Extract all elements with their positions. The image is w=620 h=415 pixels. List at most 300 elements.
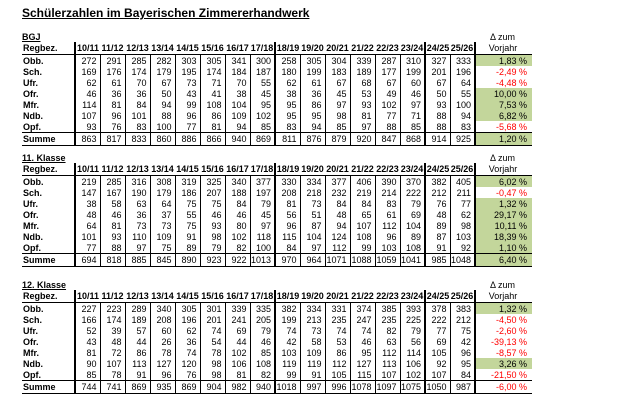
value-cell: 374 bbox=[350, 303, 375, 315]
value-cell: 169 bbox=[75, 66, 100, 77]
value-cell: 744 bbox=[75, 381, 100, 394]
column-header-cell: 12/13 bbox=[126, 164, 149, 174]
value-cell: 97 bbox=[250, 220, 275, 231]
value-cell: 95 bbox=[350, 347, 375, 358]
value-cell: 115 bbox=[275, 231, 300, 242]
value-cell: 232 bbox=[325, 187, 350, 198]
value-cell: 45 bbox=[325, 88, 350, 99]
column-header-cell: 10/11 bbox=[76, 291, 100, 301]
value-cell: 107 bbox=[100, 358, 125, 369]
delta-cell: -4,48 % bbox=[495, 77, 527, 88]
value-cell: 75 bbox=[175, 198, 200, 209]
value-cell: 97 bbox=[350, 121, 375, 133]
value-cell: 208 bbox=[150, 314, 175, 325]
value-cell: 869 bbox=[175, 381, 200, 394]
value-cell: 184 bbox=[225, 66, 250, 77]
value-cell: 71 bbox=[200, 77, 225, 88]
value-cell: 339 bbox=[225, 303, 250, 315]
column-header-cell: 13/14 bbox=[151, 164, 174, 174]
value-cell: 340 bbox=[225, 176, 250, 188]
value-cell: 81 bbox=[350, 110, 375, 121]
value-cell: 914 bbox=[425, 133, 450, 146]
value-cell: 219 bbox=[350, 187, 375, 198]
table-row bbox=[22, 55, 532, 67]
value-cell: 227 bbox=[75, 303, 100, 315]
value-cell: 102 bbox=[400, 369, 425, 381]
value-cell: 1048 bbox=[450, 254, 475, 267]
value-cell: 79 bbox=[200, 242, 225, 254]
value-cell: 76 bbox=[100, 121, 125, 133]
value-cell: 282 bbox=[150, 55, 175, 67]
delta-cell: 1,83 % bbox=[475, 55, 532, 67]
table-row bbox=[22, 209, 532, 220]
value-cell: 87 bbox=[300, 220, 325, 231]
value-cell: 964 bbox=[300, 254, 325, 267]
value-cell: 46 bbox=[100, 209, 125, 220]
value-cell: 197 bbox=[250, 187, 275, 198]
value-cell: 115 bbox=[350, 369, 375, 381]
value-cell: 108 bbox=[400, 242, 425, 254]
value-cell: 102 bbox=[250, 110, 275, 121]
value-cell: 86 bbox=[125, 347, 150, 358]
value-cell: 55 bbox=[250, 77, 275, 88]
section-label: 11. Klasse bbox=[22, 153, 66, 163]
value-cell: 94 bbox=[300, 121, 325, 133]
value-cell: 188 bbox=[225, 187, 250, 198]
value-cell: 82 bbox=[375, 325, 400, 336]
value-cell: 96 bbox=[175, 110, 200, 121]
value-cell: 83 bbox=[125, 121, 150, 133]
value-cell: 81 bbox=[100, 220, 125, 231]
row-label: Summe bbox=[22, 381, 75, 394]
value-cell: 235 bbox=[325, 314, 350, 325]
column-header-cell: 24/25 bbox=[426, 43, 450, 53]
value-cell: 91 bbox=[175, 231, 200, 242]
value-cell: 208 bbox=[275, 187, 300, 198]
value-cell: 289 bbox=[125, 303, 150, 315]
value-cell: 70 bbox=[125, 77, 150, 88]
value-cell: 81 bbox=[200, 121, 225, 133]
value-cell: 1059 bbox=[375, 254, 400, 267]
value-cell: 74 bbox=[275, 325, 300, 336]
row-label: Ufr. bbox=[22, 325, 75, 336]
value-cell: 196 bbox=[175, 314, 200, 325]
value-cell: 46 bbox=[200, 209, 225, 220]
value-cell: 195 bbox=[175, 66, 200, 77]
value-cell: 186 bbox=[175, 187, 200, 198]
value-cell: 107 bbox=[425, 369, 450, 381]
column-header-cell: 19/20 bbox=[301, 164, 324, 174]
value-cell: 69 bbox=[425, 336, 450, 347]
value-cell: 176 bbox=[100, 66, 125, 77]
value-cell: 99 bbox=[350, 242, 375, 254]
value-cell: 187 bbox=[250, 66, 275, 77]
value-cell: 76 bbox=[425, 198, 450, 209]
column-header-cell: 17/18 bbox=[250, 43, 274, 53]
value-cell: 84 bbox=[450, 369, 475, 381]
value-cell: 108 bbox=[200, 99, 225, 110]
value-cell: 93 bbox=[100, 231, 125, 242]
column-header-cell: 17/18 bbox=[250, 291, 274, 301]
delta-cell: -6,00 % bbox=[475, 381, 532, 394]
row-label: Ndb. bbox=[22, 231, 75, 242]
value-cell: 84 bbox=[275, 242, 300, 254]
value-cell: 212 bbox=[450, 314, 475, 325]
value-cell: 106 bbox=[400, 358, 425, 369]
value-cell: 78 bbox=[200, 347, 225, 358]
value-cell: 119 bbox=[275, 358, 300, 369]
section-label: BGJ bbox=[22, 32, 41, 42]
value-cell: 120 bbox=[175, 358, 200, 369]
delta-cell: -39,13 % bbox=[490, 336, 527, 347]
value-cell: 57 bbox=[125, 325, 150, 336]
value-cell: 52 bbox=[75, 325, 100, 336]
value-cell: 174 bbox=[200, 66, 225, 77]
value-cell: 940 bbox=[225, 133, 250, 146]
value-cell: 79 bbox=[400, 325, 425, 336]
value-cell: 96 bbox=[275, 220, 300, 231]
table-row bbox=[22, 198, 532, 209]
value-cell: 95 bbox=[275, 99, 300, 110]
row-label: Ofr. bbox=[22, 336, 75, 347]
value-cell: 970 bbox=[275, 254, 300, 267]
value-cell: 56 bbox=[400, 336, 425, 347]
value-cell: 114 bbox=[400, 347, 425, 358]
value-cell: 1018 bbox=[275, 381, 300, 394]
value-cell: 847 bbox=[375, 133, 400, 146]
column-header-cell: 11/12 bbox=[101, 291, 124, 301]
value-cell: 75 bbox=[175, 220, 200, 231]
value-cell: 102 bbox=[225, 347, 250, 358]
value-cell: 48 bbox=[325, 209, 350, 220]
value-cell: 74 bbox=[200, 325, 225, 336]
column-header-cell: 20/21 bbox=[326, 291, 349, 301]
value-cell: 94 bbox=[150, 99, 175, 110]
value-cell: 310 bbox=[400, 55, 425, 67]
delta-header-line1: Δ zum bbox=[489, 280, 516, 290]
value-cell: 87 bbox=[425, 231, 450, 242]
delta-header-line2: Vorjahr bbox=[475, 163, 532, 176]
value-cell: 38 bbox=[275, 88, 300, 99]
value-cell: 95 bbox=[300, 110, 325, 121]
value-cell: 103 bbox=[450, 231, 475, 242]
value-cell: 98 bbox=[450, 220, 475, 231]
value-cell: 997 bbox=[300, 381, 325, 394]
value-cell: 86 bbox=[300, 99, 325, 110]
value-cell: 127 bbox=[350, 358, 375, 369]
value-cell: 1050 bbox=[425, 381, 450, 394]
value-cell: 84 bbox=[350, 198, 375, 209]
value-cell: 390 bbox=[375, 176, 400, 188]
value-cell: 987 bbox=[450, 381, 475, 394]
column-header-cell: 15/16 bbox=[201, 164, 224, 174]
value-cell: 1078 bbox=[350, 381, 375, 394]
value-cell: 67 bbox=[425, 77, 450, 88]
value-cell: 77 bbox=[75, 242, 100, 254]
column-header-cell: 13/14 bbox=[151, 43, 174, 53]
value-cell: 36 bbox=[100, 88, 125, 99]
value-cell: 46 bbox=[350, 336, 375, 347]
value-cell: 201 bbox=[425, 66, 450, 77]
column-header-cell: 10/11 bbox=[76, 164, 100, 174]
table-row bbox=[22, 347, 532, 358]
value-cell: 96 bbox=[100, 110, 125, 121]
value-cell: 102 bbox=[225, 231, 250, 242]
value-cell: 85 bbox=[325, 121, 350, 133]
value-cell: 196 bbox=[450, 66, 475, 77]
value-cell: 124 bbox=[325, 231, 350, 242]
value-cell: 199 bbox=[275, 314, 300, 325]
value-cell: 114 bbox=[75, 99, 100, 110]
value-cell: 147 bbox=[75, 187, 100, 198]
column-header-cell: 18/19 bbox=[276, 164, 300, 174]
value-cell: 247 bbox=[350, 314, 375, 325]
value-cell: 65 bbox=[350, 209, 375, 220]
value-cell: 179 bbox=[150, 66, 175, 77]
section-header-row bbox=[22, 150, 532, 163]
value-cell: 48 bbox=[75, 209, 100, 220]
value-cell: 112 bbox=[325, 358, 350, 369]
column-header-row bbox=[22, 42, 532, 55]
value-cell: 92 bbox=[450, 242, 475, 254]
value-cell: 64 bbox=[150, 198, 175, 209]
value-cell: 866 bbox=[200, 133, 225, 146]
delta-cell: 29,17 % bbox=[475, 209, 532, 220]
value-cell: 241 bbox=[225, 314, 250, 325]
value-cell: 107 bbox=[350, 220, 375, 231]
value-cell: 89 bbox=[400, 231, 425, 242]
value-cell: 92 bbox=[425, 358, 450, 369]
value-cell: 868 bbox=[400, 133, 425, 146]
table-row bbox=[22, 303, 532, 315]
value-cell: 95 bbox=[275, 110, 300, 121]
value-cell: 869 bbox=[250, 133, 275, 146]
delta-cell: -21,50 % bbox=[490, 369, 527, 380]
value-cell: 985 bbox=[425, 254, 450, 267]
value-cell: 75 bbox=[450, 325, 475, 336]
value-cell: 222 bbox=[425, 314, 450, 325]
page-title: Schülerzahlen im Bayerischen Zimmererhandwerk bbox=[22, 6, 310, 20]
value-cell: 45 bbox=[250, 88, 275, 99]
value-cell: 43 bbox=[75, 336, 100, 347]
table-row bbox=[22, 88, 532, 99]
value-cell: 382 bbox=[425, 176, 450, 188]
value-cell: 78 bbox=[100, 369, 125, 381]
value-cell: 300 bbox=[250, 55, 275, 67]
tables-area bbox=[22, 29, 537, 398]
delta-header-line1: Δ zum bbox=[489, 32, 516, 42]
value-cell: 886 bbox=[175, 133, 200, 146]
value-cell: 41 bbox=[200, 88, 225, 99]
value-cell: 285 bbox=[125, 55, 150, 67]
column-header-cell: 23/24 bbox=[400, 43, 424, 53]
column-header-cell: 22/23 bbox=[376, 164, 399, 174]
delta-cell: 1,10 % bbox=[475, 242, 532, 254]
value-cell: 107 bbox=[375, 369, 400, 381]
value-cell: 333 bbox=[450, 55, 475, 67]
value-cell: 83 bbox=[450, 121, 475, 133]
value-cell: 97 bbox=[300, 242, 325, 254]
value-cell: 305 bbox=[300, 55, 325, 67]
value-cell: 694 bbox=[75, 254, 100, 267]
column-header-cell: 23/24 bbox=[400, 164, 424, 174]
value-cell: 96 bbox=[450, 347, 475, 358]
data-table bbox=[22, 277, 532, 394]
value-cell: 88 bbox=[425, 121, 450, 133]
value-cell: 291 bbox=[100, 55, 125, 67]
section-header-row bbox=[22, 277, 532, 290]
value-cell: 101 bbox=[75, 231, 100, 242]
value-cell: 55 bbox=[450, 88, 475, 99]
value-cell: 36 bbox=[175, 336, 200, 347]
column-header-cell: 19/20 bbox=[301, 43, 324, 53]
table-row bbox=[22, 220, 532, 231]
value-cell: 62 bbox=[450, 209, 475, 220]
value-cell: 100 bbox=[250, 242, 275, 254]
value-cell: 890 bbox=[175, 254, 200, 267]
value-cell: 50 bbox=[150, 88, 175, 99]
value-cell: 79 bbox=[400, 198, 425, 209]
value-cell: 68 bbox=[350, 77, 375, 88]
table-row bbox=[22, 369, 532, 381]
value-cell: 46 bbox=[400, 88, 425, 99]
value-cell: 102 bbox=[375, 99, 400, 110]
value-cell: 61 bbox=[300, 77, 325, 88]
value-cell: 119 bbox=[300, 358, 325, 369]
value-cell: 189 bbox=[125, 314, 150, 325]
value-cell: 54 bbox=[200, 336, 225, 347]
delta-cell: -0,47 % bbox=[495, 187, 527, 198]
value-cell: 56 bbox=[275, 209, 300, 220]
value-cell: 73 bbox=[300, 198, 325, 209]
column-header-cell: 19/20 bbox=[301, 291, 324, 301]
row-header-label: Regbez. bbox=[22, 42, 75, 55]
value-cell: 106 bbox=[225, 358, 250, 369]
value-cell: 211 bbox=[450, 187, 475, 198]
value-cell: 74 bbox=[350, 325, 375, 336]
value-cell: 75 bbox=[150, 242, 175, 254]
value-cell: 741 bbox=[100, 381, 125, 394]
value-cell: 383 bbox=[450, 303, 475, 315]
row-label: Mfr. bbox=[22, 347, 75, 358]
column-header-cell: 25/26 bbox=[450, 291, 474, 301]
value-cell: 1097 bbox=[375, 381, 400, 394]
value-cell: 97 bbox=[325, 99, 350, 110]
value-cell: 76 bbox=[175, 369, 200, 381]
value-cell: 213 bbox=[300, 314, 325, 325]
value-cell: 177 bbox=[375, 66, 400, 77]
value-cell: 214 bbox=[375, 187, 400, 198]
value-cell: 189 bbox=[350, 66, 375, 77]
row-label: Opf. bbox=[22, 242, 75, 254]
value-cell: 377 bbox=[325, 176, 350, 188]
value-cell: 73 bbox=[150, 220, 175, 231]
value-cell: 37 bbox=[150, 209, 175, 220]
value-cell: 108 bbox=[350, 231, 375, 242]
value-cell: 201 bbox=[200, 314, 225, 325]
table-row bbox=[22, 77, 532, 88]
value-cell: 39 bbox=[100, 325, 125, 336]
value-cell: 84 bbox=[225, 198, 250, 209]
delta-header-line2: Vorjahr bbox=[475, 290, 532, 303]
row-label: Ofr. bbox=[22, 209, 75, 220]
column-header-cell: 16/17 bbox=[226, 43, 249, 53]
sum-row bbox=[22, 381, 532, 394]
value-cell: 82 bbox=[250, 369, 275, 381]
value-cell: 58 bbox=[100, 198, 125, 209]
column-header-cell: 24/25 bbox=[426, 291, 450, 301]
value-cell: 301 bbox=[200, 303, 225, 315]
value-cell: 385 bbox=[375, 303, 400, 315]
value-cell: 223 bbox=[100, 303, 125, 315]
column-header-cell: 24/25 bbox=[426, 164, 450, 174]
delta-cell: 10,11 % bbox=[475, 220, 532, 231]
column-header-cell: 15/16 bbox=[201, 291, 224, 301]
value-cell: 869 bbox=[125, 381, 150, 394]
value-cell: 225 bbox=[400, 314, 425, 325]
value-cell: 335 bbox=[250, 303, 275, 315]
value-cell: 109 bbox=[300, 347, 325, 358]
value-cell: 110 bbox=[125, 231, 150, 242]
value-cell: 113 bbox=[125, 358, 150, 369]
value-cell: 64 bbox=[450, 77, 475, 88]
value-cell: 98 bbox=[200, 358, 225, 369]
value-cell: 109 bbox=[225, 110, 250, 121]
value-cell: 81 bbox=[75, 347, 100, 358]
value-cell: 77 bbox=[450, 198, 475, 209]
value-cell: 105 bbox=[325, 369, 350, 381]
value-cell: 77 bbox=[425, 325, 450, 336]
value-cell: 104 bbox=[400, 220, 425, 231]
column-header-cell: 21/22 bbox=[351, 291, 374, 301]
value-cell: 304 bbox=[325, 55, 350, 67]
value-cell: 85 bbox=[250, 347, 275, 358]
value-cell: 904 bbox=[200, 381, 225, 394]
table-row bbox=[22, 110, 532, 121]
value-cell: 94 bbox=[450, 110, 475, 121]
value-cell: 71 bbox=[400, 110, 425, 121]
column-header-cell: 21/22 bbox=[351, 43, 374, 53]
value-cell: 51 bbox=[300, 209, 325, 220]
value-cell: 258 bbox=[275, 55, 300, 67]
column-header-cell: 22/23 bbox=[376, 291, 399, 301]
table-row bbox=[22, 336, 532, 347]
row-label: Mfr. bbox=[22, 99, 75, 110]
value-cell: 36 bbox=[125, 209, 150, 220]
row-label: Obb. bbox=[22, 176, 75, 188]
value-cell: 86 bbox=[325, 347, 350, 358]
value-cell: 222 bbox=[400, 187, 425, 198]
column-header-cell: 10/11 bbox=[76, 43, 100, 53]
value-cell: 334 bbox=[300, 303, 325, 315]
value-cell: 405 bbox=[450, 176, 475, 188]
value-cell: 305 bbox=[200, 55, 225, 67]
value-cell: 940 bbox=[250, 381, 275, 394]
value-cell: 88 bbox=[425, 110, 450, 121]
value-cell: 36 bbox=[125, 88, 150, 99]
value-cell: 327 bbox=[425, 55, 450, 67]
value-cell: 73 bbox=[300, 325, 325, 336]
value-cell: 64 bbox=[75, 220, 100, 231]
value-cell: 86 bbox=[200, 110, 225, 121]
value-cell: 49 bbox=[375, 88, 400, 99]
sum-row bbox=[22, 254, 532, 267]
value-cell: 48 bbox=[100, 336, 125, 347]
value-cell: 97 bbox=[400, 99, 425, 110]
delta-cell: 10,00 % bbox=[475, 88, 532, 99]
value-cell: 107 bbox=[75, 110, 100, 121]
value-cell: 378 bbox=[425, 303, 450, 315]
